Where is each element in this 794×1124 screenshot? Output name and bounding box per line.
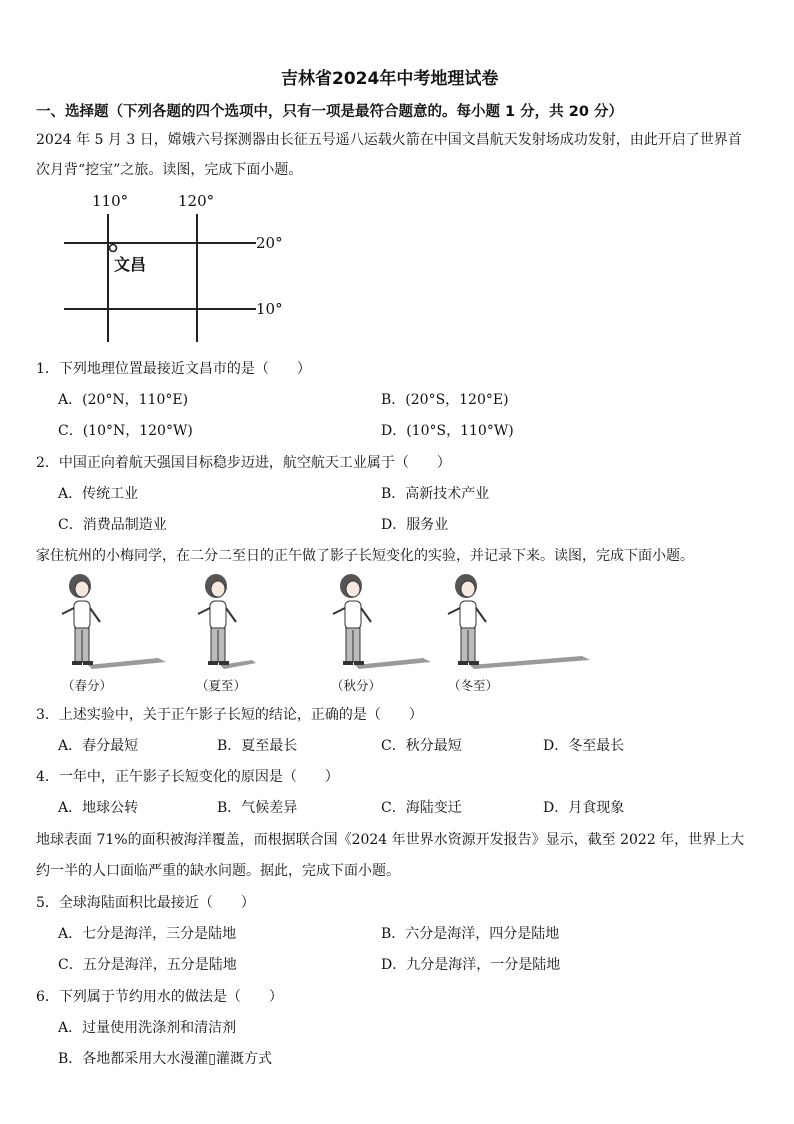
question-4: 4．一年中，正午影子长短变化的原因是（ ）	[36, 769, 339, 785]
intro-text-3: 地球表面 71%的面积被海洋覆盖，而根据联合国《2024 年世界水资源开发报告》显示，截至 2022 年，世界上大	[36, 832, 745, 848]
lat-lon-grid-figure	[60, 190, 300, 350]
q3-option-d: D．冬至最长	[543, 738, 625, 754]
q1-option-a: A．(20°N，110°E)	[58, 392, 189, 408]
question-2: 2．中国正向着航天强国目标稳步迈进，航空航天工业属于（ ）	[36, 455, 451, 471]
intro-text-1: 2024 年 5 月 3 日，嫦娥六号探测器由长征五号遥八运载火箭在中国文昌航天发射场成功发射，由此开启了世界首	[36, 132, 742, 148]
caption-winter: （冬至）	[448, 678, 499, 693]
girl-shadow-figure-spring	[58, 572, 178, 692]
q5-option-d: D．九分是海洋，一分是陆地	[381, 957, 561, 973]
q4-option-c: C．海陆变迁	[381, 800, 462, 816]
q4-option-a: A．地球公转	[58, 800, 139, 816]
city-marker	[110, 245, 117, 252]
q3-option-b: B．夏至最长	[217, 738, 298, 754]
q3-option-c: C．秋分最短	[381, 738, 462, 754]
girl-shadow-figure-summer	[190, 572, 310, 692]
caption-summer: （夏至）	[196, 678, 247, 693]
q6-option-a: A．过量使用洗涤剂和清洁剂	[58, 1020, 237, 1036]
girl-shadow-figure-autumn	[325, 572, 445, 692]
q3-option-a: A．春分最短	[58, 738, 139, 754]
q5-option-b: B．六分是海洋，四分是陆地	[381, 926, 560, 942]
q2-option-c: C．消费品制造业	[58, 517, 167, 533]
q2-option-b: B．高新技术产业	[381, 486, 490, 502]
q5-option-a: A．七分是海洋，三分是陆地	[58, 926, 237, 942]
lat-label-20: 20°	[256, 234, 283, 252]
q6-option-b: B．各地都采用大水漫灌▯灌溉方式	[58, 1051, 272, 1067]
q4-option-b: B．气候差异	[217, 800, 298, 816]
question-5: 5．全球海陆面积比最接近（ ）	[36, 895, 255, 911]
city-label: 文昌	[114, 255, 147, 274]
q2-option-d: D．服务业	[381, 517, 449, 533]
q5-option-c: C．五分是海洋，五分是陆地	[58, 957, 237, 973]
intro-text-3b: 约一半的人口面临严重的缺水问题。据此，完成下面小题。	[36, 863, 400, 879]
page-title: 吉林省2024年中考地理试卷	[281, 69, 499, 89]
caption-autumn: （秋分）	[331, 678, 382, 693]
lon-label-120: 120°	[178, 192, 215, 210]
q1-option-c: C．(10°N，120°W)	[58, 423, 193, 439]
q4-option-d: D．月食现象	[543, 800, 625, 816]
question-1: 1．下列地理位置最接近文昌市的是（ ）	[36, 361, 311, 377]
girl-shadow-figure-winter	[440, 572, 600, 692]
q1-option-d: D．(10°S，110°W)	[381, 423, 514, 439]
section-heading: 一、选择题（下列各题的四个选项中，只有一项是最符合题意的。每小题 1 分，共 20 分）	[36, 104, 623, 120]
intro-text-2: 家住杭州的小梅同学，在二分二至日的正午做了影子长短变化的实验，并记录下来。读图，完成下面小题。	[36, 548, 694, 564]
q2-option-a: A．传统工业	[58, 486, 139, 502]
question-6: 6．下列属于节约用水的做法是（ ）	[36, 989, 283, 1005]
lon-label-110: 110°	[92, 192, 129, 210]
intro-text-1b: 次月背“挖宝”之旅。读图，完成下面小题。	[36, 162, 303, 178]
question-3: 3．上述实验中，关于正午影子长短的结论，正确的是（ ）	[36, 707, 423, 723]
lat-label-10: 10°	[256, 300, 283, 318]
caption-spring: （春分）	[62, 678, 113, 693]
q1-option-b: B．(20°S，120°E)	[381, 392, 509, 408]
